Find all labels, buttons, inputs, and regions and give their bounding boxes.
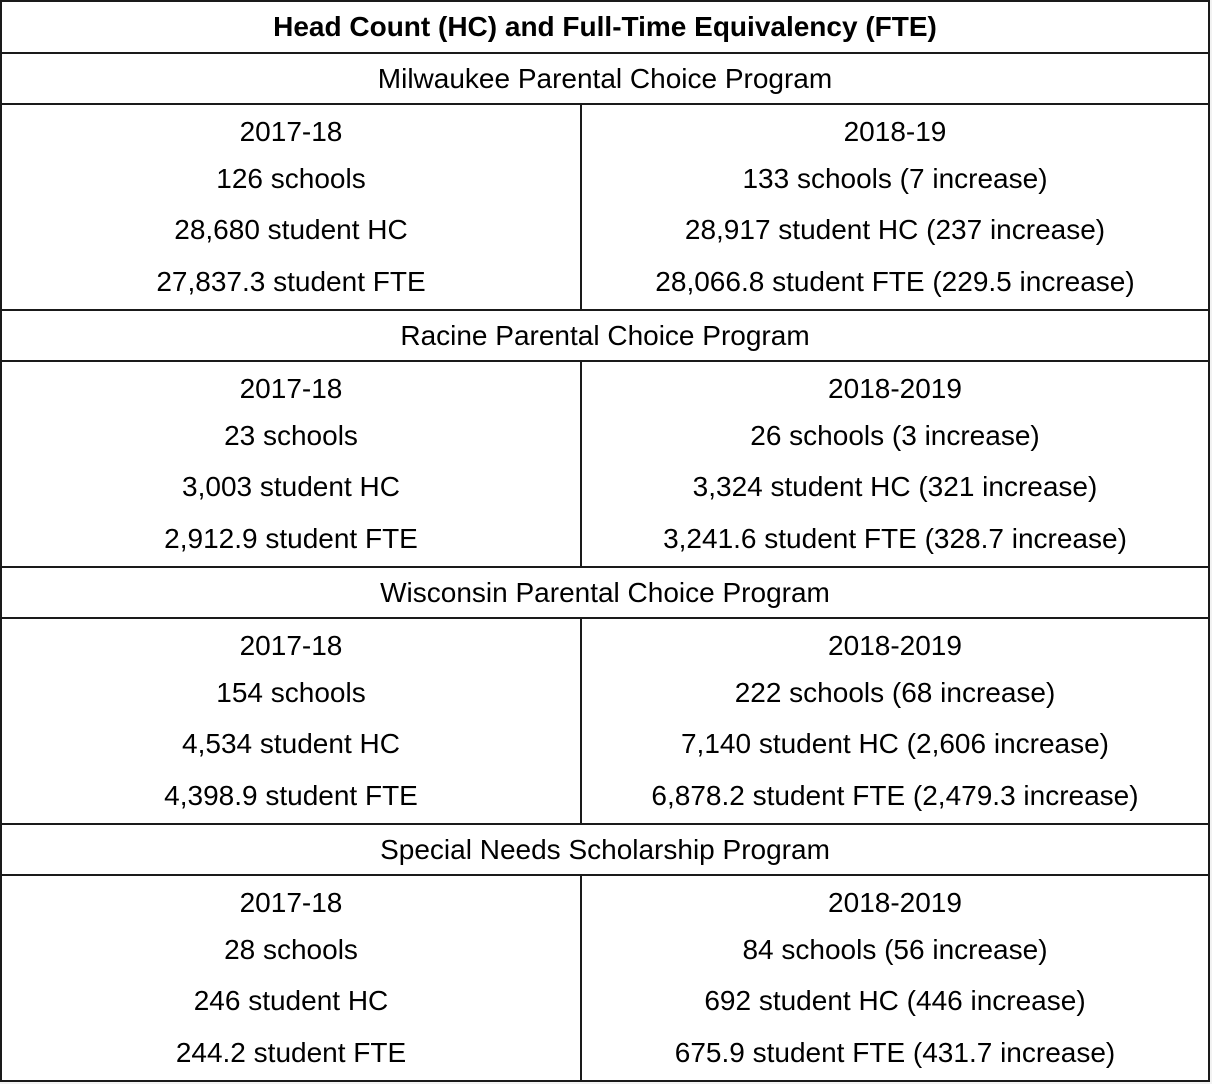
- student-fte: 6,878.2 student FTE (2,479.3 increase): [651, 780, 1139, 811]
- schools-count: 133 schools (7 increase): [742, 163, 1048, 194]
- year-2018-19-cell: [581, 875, 1209, 1081]
- program-data-row: [1, 361, 1209, 567]
- year-2017-18-cell: [1, 104, 581, 310]
- schools-count: 222 schools (68 increase): [734, 677, 1056, 708]
- student-fte: 3,241.6 student FTE (328.7 increase): [663, 523, 1127, 554]
- student-fte: 2,912.9 student FTE: [164, 523, 418, 554]
- year-2017-18-cell: [1, 875, 581, 1081]
- student-fte: 4,398.9 student FTE: [164, 780, 418, 811]
- student-hc: 3,003 student HC: [182, 471, 400, 502]
- program-name: Wisconsin Parental Choice Program: [1, 567, 1209, 618]
- student-fte: 244.2 student FTE: [175, 1037, 407, 1068]
- table-title-row: [1, 1, 1209, 53]
- program-header-row: [1, 310, 1209, 361]
- program-header-row: [1, 824, 1209, 875]
- year-label: 2017-18: [239, 373, 343, 404]
- year-label: 2018-2019: [828, 630, 962, 661]
- program-data-row: [1, 104, 1209, 310]
- year-label: 2018-19: [843, 116, 947, 147]
- schools-count: 26 schools (3 increase): [750, 420, 1040, 451]
- year-label: 2017-18: [239, 630, 343, 661]
- year-2018-19-cell: [581, 104, 1209, 310]
- program-name: Special Needs Scholarship Program: [1, 824, 1209, 875]
- table-title: Head Count (HC) and Full-Time Equivalency (FTE): [1, 1, 1209, 53]
- year-2017-18-cell: [1, 361, 581, 567]
- student-hc: 7,140 student HC (2,606 increase): [680, 728, 1110, 759]
- student-hc: 4,534 student HC: [182, 728, 400, 759]
- year-label: 2018-2019: [828, 887, 962, 918]
- program-data-row: [1, 618, 1209, 824]
- program-header-row: [1, 567, 1209, 618]
- program-name: Racine Parental Choice Program: [1, 310, 1209, 361]
- student-fte: 27,837.3 student FTE: [156, 266, 426, 297]
- year-2018-19-cell: [581, 618, 1209, 824]
- student-hc: 692 student HC (446 increase): [704, 985, 1086, 1016]
- schools-count: 126 schools: [216, 163, 366, 194]
- student-fte: 28,066.8 student FTE (229.5 increase): [655, 266, 1135, 297]
- schools-count: 28 schools: [224, 934, 358, 965]
- program-name: Milwaukee Parental Choice Program: [1, 53, 1209, 104]
- year-2018-19-cell: [581, 361, 1209, 567]
- program-header-row: [1, 53, 1209, 104]
- student-hc: 28,917 student HC (237 increase): [684, 214, 1106, 245]
- program-data-row: [1, 875, 1209, 1081]
- student-fte: 675.9 student FTE (431.7 increase): [674, 1037, 1116, 1068]
- year-2017-18-cell: [1, 618, 581, 824]
- year-label: 2017-18: [239, 887, 343, 918]
- student-hc: 28,680 student HC: [174, 214, 408, 245]
- schools-count: 84 schools (56 increase): [742, 934, 1048, 965]
- student-hc: 246 student HC: [193, 985, 389, 1016]
- schools-count: 23 schools: [224, 420, 358, 451]
- year-label: 2018-2019: [828, 373, 962, 404]
- schools-count: 154 schools: [216, 677, 366, 708]
- student-hc: 3,324 student HC (321 increase): [692, 471, 1098, 502]
- year-label: 2017-18: [239, 116, 343, 147]
